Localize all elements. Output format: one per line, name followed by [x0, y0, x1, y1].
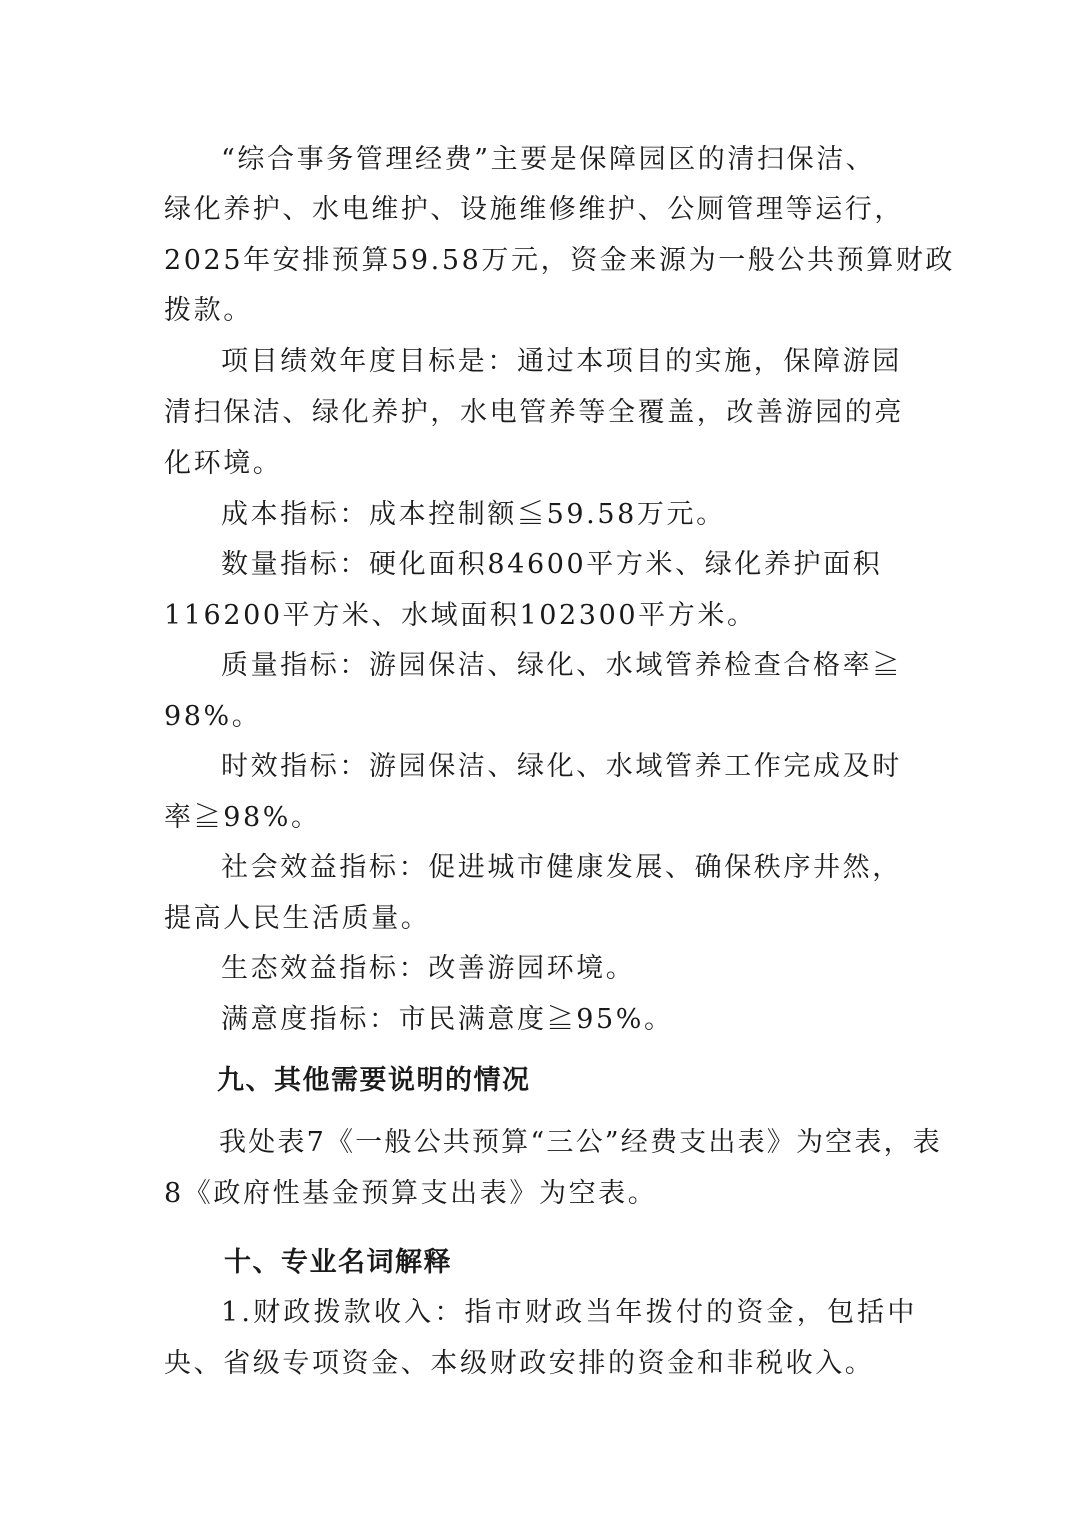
section-heading-10: 十、专业名词解释 [224, 1247, 452, 1278]
paragraph-line: “综合事务管理经费”主要是保障园区的清扫保洁、 [221, 144, 876, 175]
definition-item: 1.财政拨款收入：指市财政当年拨付的资金，包括中 [221, 1297, 918, 1328]
paragraph-line: 化环境。 [164, 448, 283, 479]
cost-indicator: 成本指标：成本控制额≦59.58万元。 [221, 499, 726, 530]
paragraph-line: 我处表7《一般公共预算“三公”经费支出表》为空表，表 [219, 1127, 942, 1158]
quantity-indicator: 数量指标：硬化面积84600平方米、绿化养护面积 [221, 549, 883, 580]
paragraph-line: 率≧98%。 [164, 802, 321, 833]
paragraph-line: 清扫保洁、绿化养护，水电管养等全覆盖，改善游园的亮 [164, 397, 904, 428]
paragraph-line: 116200平方米、水域面积102300平方米。 [164, 600, 757, 631]
paragraph-line: 提高人民生活质量。 [164, 903, 431, 934]
social-benefit-indicator: 社会效益指标：促进城市健康发展、确保秩序井然， [221, 852, 902, 883]
paragraph-line: 2025年安排预算59.58万元，资金来源为一般公共预算财政 [164, 245, 956, 276]
paragraph-line: 98%。 [164, 701, 262, 732]
paragraph-line: 项目绩效年度目标是：通过本项目的实施，保障游园 [221, 346, 902, 377]
paragraph-line: 拨款。 [164, 295, 253, 326]
paragraph-line: 央、省级专项资金、本级财政安排的资金和非税收入。 [164, 1348, 875, 1379]
timeliness-indicator: 时效指标：游园保洁、绿化、水域管养工作完成及时 [221, 751, 902, 782]
section-heading-9: 九、其他需要说明的情况 [217, 1065, 531, 1096]
paragraph-line: 绿化养护、水电维护、设施维修维护、公厕管理等运行， [164, 194, 904, 225]
paragraph-line: 8《政府性基金预算支出表》为空表。 [164, 1178, 658, 1209]
ecological-benefit-indicator: 生态效益指标：改善游园环境。 [221, 953, 636, 984]
satisfaction-indicator: 满意度指标：市民满意度≧95%。 [221, 1004, 674, 1035]
quality-indicator: 质量指标：游园保洁、绿化、水域管养检查合格率≧ [221, 650, 902, 681]
